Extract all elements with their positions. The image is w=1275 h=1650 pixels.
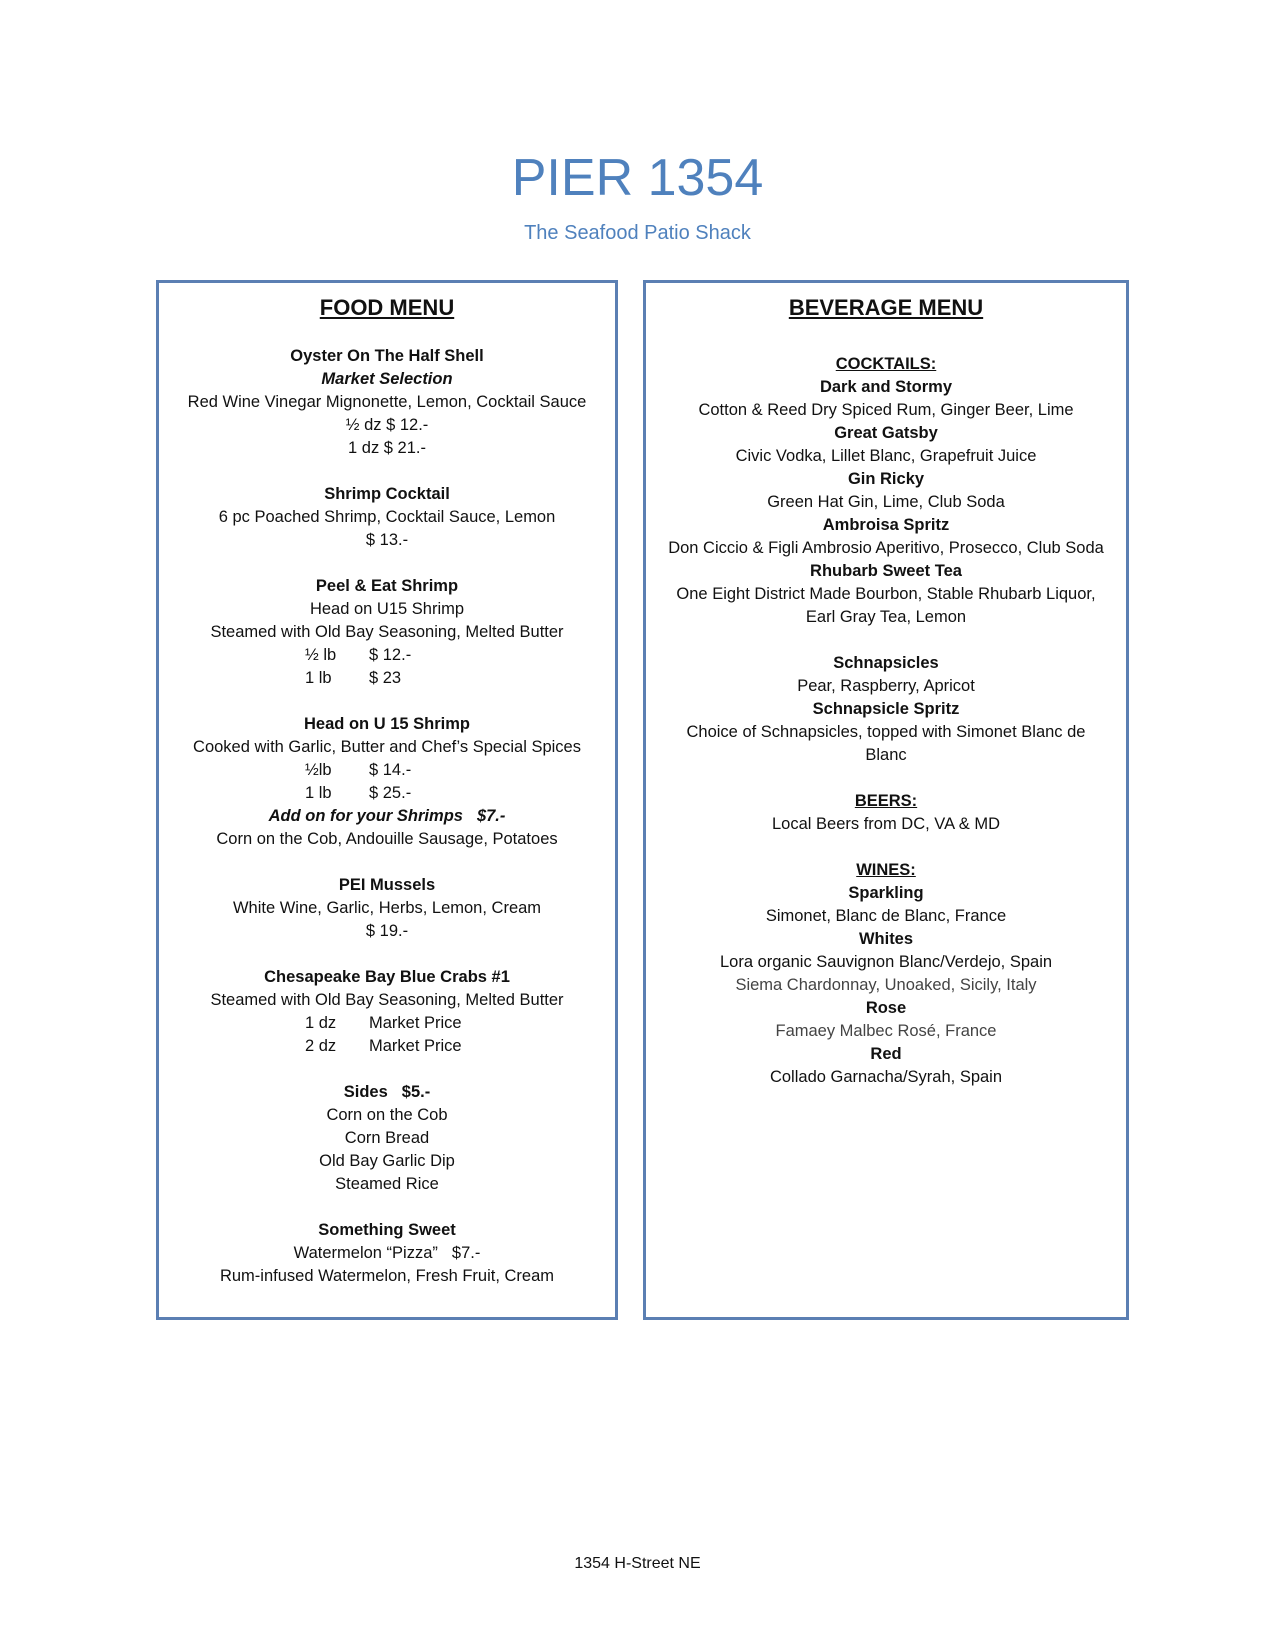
peel-eat-desc1: Head on U15 Shrimp [309, 600, 465, 618]
side-item: Steamed Rice [335, 1175, 439, 1193]
sweet-desc: Rum-infused Watermelon, Fresh Fruit, Cream [219, 1267, 555, 1285]
peel-eat-price-row [159, 644, 615, 667]
schnapsicle-spritz-desc: Choice of Schnapsicles, topped with Simonet Blanc de Blanc [686, 723, 1086, 764]
price-size: 1 lb [305, 669, 332, 687]
cocktail-desc: Cotton & Reed Dry Spiced Rum, Ginger Beer, Lime [698, 401, 1074, 419]
sweet-heading: Something Sweet [318, 1221, 456, 1239]
price-value: $ 25.- [369, 784, 412, 802]
peel-eat-name: Peel & Eat Shrimp [315, 577, 459, 595]
cocktail-desc: Don Ciccio & Figli Ambrosio Aperitivo, Prosecco, Club Soda [668, 539, 1104, 557]
mussels-price: $ 19.- [365, 922, 409, 940]
shrimp-cocktail-price: $ 13.- [365, 531, 409, 549]
shrimp-addon [159, 805, 615, 828]
head-on-desc: Cooked with Garlic, Butter and Chef’s Special Spices [193, 738, 581, 756]
mussels-name: PEI Mussels [338, 876, 436, 894]
oyster-name: Oyster On The Half Shell [290, 347, 484, 365]
sparkling-label: Sparkling [848, 884, 924, 902]
beverage-menu-heading: BEVERAGE MENU [788, 295, 984, 320]
price-size: 1 lb [305, 784, 332, 802]
rose-item: Famaey Malbec Rosé, France [775, 1022, 997, 1040]
cocktail-name: Gin Ricky [847, 470, 925, 488]
red-item: Collado Garnacha/Syrah, Spain [769, 1068, 1003, 1086]
side-item: Corn on the Cob [326, 1106, 448, 1124]
head-on-name: Head on U 15 Shrimp [304, 715, 470, 733]
whites-item: Siema Chardonnay, Unoaked, Sicily, Italy [735, 976, 1037, 994]
schnapsicle-spritz-name: Schnapsicle Spritz [812, 700, 960, 718]
addon-label: Add on for your Shrimps [268, 807, 463, 825]
whites-label: Whites [858, 930, 914, 948]
side-item: Old Bay Garlic Dip [319, 1152, 455, 1170]
beers-label: BEERS: [854, 792, 918, 810]
sides-label: Sides [343, 1083, 388, 1101]
side-item: Corn Bread [344, 1129, 430, 1147]
food-menu-heading: FOOD MENU [319, 295, 455, 320]
sparkling-item: Simonet, Blanc de Blanc, France [765, 907, 1007, 925]
page-title: PIER 1354 [511, 149, 764, 207]
price-value: $ 14.- [369, 761, 412, 779]
cocktail-name: Dark and Stormy [819, 378, 953, 396]
footer-address: 1354 H-Street NE [574, 1555, 701, 1572]
shrimp-cocktail-name: Shrimp Cocktail [324, 485, 450, 503]
food-menu-panel [156, 280, 618, 1320]
sweet-price: $7.- [451, 1244, 481, 1262]
oyster-desc: Red Wine Vinegar Mignonette, Lemon, Cocktail Sauce [187, 393, 587, 411]
rose-label: Rose [865, 999, 907, 1017]
cocktail-name: Great Gatsby [834, 424, 938, 442]
wines-label: WINES: [856, 861, 916, 879]
shrimp-cocktail-desc: 6 pc Poached Shrimp, Cocktail Sauce, Lemon [218, 508, 556, 526]
crabs-desc: Steamed with Old Bay Seasoning, Melted Butter [210, 991, 564, 1009]
beverage-menu-panel [643, 280, 1129, 1320]
oyster-price-dozen: 1 dz $ 21.- [348, 439, 426, 457]
peel-eat-desc2: Steamed with Old Bay Seasoning, Melted Butter [210, 623, 564, 641]
price-value: $ 23 [369, 669, 402, 687]
sweet-item [159, 1242, 615, 1265]
price-size: ½ lb [305, 646, 337, 664]
cocktail-desc: Green Hat Gin, Lime, Club Soda [767, 493, 1005, 511]
cocktail-desc: Civic Vodka, Lillet Blanc, Grapefruit Juice [735, 447, 1037, 465]
page-subtitle: The Seafood Patio Shack [524, 222, 751, 244]
crabs-name: Chesapeake Bay Blue Crabs #1 [264, 968, 510, 986]
addon-price: $7.- [476, 807, 506, 825]
cocktails-label: COCKTAILS: [835, 355, 937, 373]
peel-eat-price-row [159, 667, 615, 690]
schnapsicles-desc: Pear, Raspberry, Apricot [797, 677, 975, 695]
head-on-price-row [159, 782, 615, 805]
price-value: $ 12.- [369, 646, 412, 664]
cocktail-name: Rhubarb Sweet Tea [810, 562, 962, 580]
addon-desc: Corn on the Cob, Andouille Sausage, Potatoes [216, 830, 558, 848]
sides-price: $5.- [401, 1083, 431, 1101]
sides-heading [159, 1081, 615, 1104]
red-label: Red [870, 1045, 902, 1063]
whites-item: Lora organic Sauvignon Blanc/Verdejo, Spain [719, 953, 1053, 971]
beers-desc: Local Beers from DC, VA & MD [771, 815, 1000, 833]
crabs-price-row [159, 1012, 615, 1035]
price-value: Market Price [369, 1037, 462, 1055]
sweet-item-name: Watermelon “Pizza” [293, 1244, 438, 1262]
price-size: 1 dz [305, 1014, 337, 1032]
schnapsicles-name: Schnapsicles [833, 654, 939, 672]
cocktail-desc: One Eight District Made Bourbon, Stable Rhubarb Liquor, Earl Gray Tea, Lemon [676, 585, 1096, 626]
price-size: 2 dz [305, 1037, 337, 1055]
mussels-desc: White Wine, Garlic, Herbs, Lemon, Cream [232, 899, 542, 917]
price-size: ½lb [305, 761, 332, 779]
oyster-selection: Market Selection [321, 370, 453, 388]
price-value: Market Price [369, 1014, 462, 1032]
oyster-price-half: ½ dz $ 12.- [345, 416, 429, 434]
crabs-price-row [159, 1035, 615, 1058]
cocktail-name: Ambroisa Spritz [822, 516, 950, 534]
head-on-price-row [159, 759, 615, 782]
